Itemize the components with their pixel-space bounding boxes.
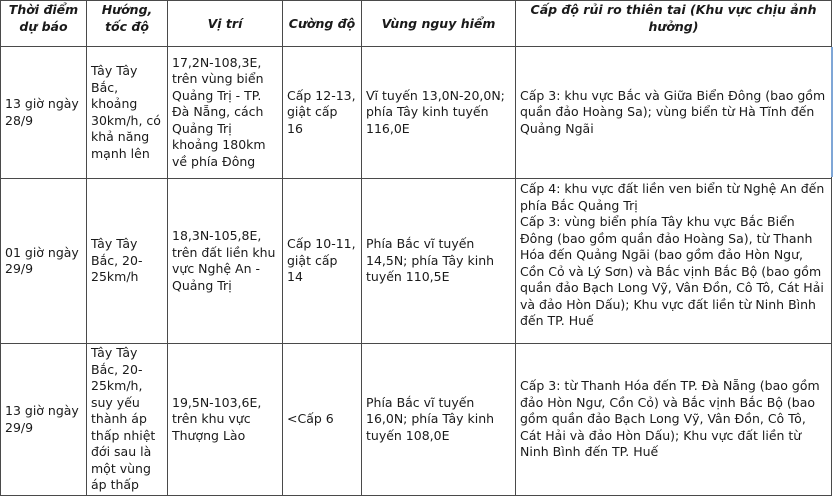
cell-time: 13 giờ ngày 28/9: [1, 47, 87, 179]
cell-risk: Cấp 3: khu vực Bắc và Giữa Biển Đông (bao gồm quần đảo Hoàng Sa); vùng biển từ Hà Tĩnh đến Quảng Ngãi: [516, 47, 832, 179]
cell-direction: Tây Tây Bắc, 20-25km/h: [87, 179, 168, 344]
cell-direction: Tây Tây Bắc, khoảng 30km/h, có khả năng mạnh lên: [87, 47, 168, 179]
cell-danger-zone: Vĩ tuyến 13,0N-20,0N; phía Tây kinh tuyến 116,0E: [362, 47, 516, 179]
header-danger-zone: Vùng nguy hiểm: [362, 1, 516, 47]
header-position: Vị trí: [168, 1, 283, 47]
header-intensity: Cường độ: [283, 1, 362, 47]
cell-danger-zone: Phía Bắc vĩ tuyến 14,5N; phía Tây kinh tuyến 110,5E: [362, 179, 516, 344]
header-risk: Cấp độ rủi ro thiên tai (Khu vực chịu ảnh hưởng): [516, 1, 832, 47]
table-row: [1, 47, 832, 179]
table-row: [1, 344, 832, 496]
cell-intensity: Cấp 12-13, giật cấp 16: [283, 47, 362, 179]
table-header-row: [1, 1, 832, 47]
cell-time: 01 giờ ngày 29/9: [1, 179, 87, 344]
cell-direction: Tây Tây Bắc, 20-25km/h, suy yếu thành áp thấp nhiệt đới sau là một vùng áp thấp: [87, 344, 168, 496]
cell-position: 19,5N-103,6E, trên khu vực Thượng Lào: [168, 344, 283, 496]
cell-risk: Cấp 4: khu vực đất liền ven biển từ Nghệ An đến phía Bắc Quảng Trị Cấp 3: vùng biển phía Tây khu vực Bắc Biển Đông (bao gồm quần đảo Hoàng Sa), từ Thanh Hóa đến Quảng Ngãi (bao gồm đảo Hòn Ngư, Cồn Cỏ và Lý Sơn) và Bắc vịnh Bắc Bộ (bao gồm quần đảo Bạch Long Vỹ, Vân Đồn, Cô Tô, Cát Hải và đảo Hòn Dấu); Khu vực đất liền từ Ninh Bình đến TP. Huế: [516, 179, 832, 344]
cell-intensity: Cấp 10-11, giật cấp 14: [283, 179, 362, 344]
cell-time: 13 giờ ngày 29/9: [1, 344, 87, 496]
cell-position: 17,2N-108,3E, trên vùng biển Quảng Trị - TP. Đà Nẵng, cách Quảng Trị khoảng 180km về phía Đông: [168, 47, 283, 179]
cell-position: 18,3N-105,8E, trên đất liền khu vực Nghệ An - Quảng Trị: [168, 179, 283, 344]
header-direction: Hướng, tốc độ: [87, 1, 168, 47]
table-row: [1, 179, 832, 344]
cell-intensity: <Cấp 6: [283, 344, 362, 496]
cell-danger-zone: Phía Bắc vĩ tuyến 16,0N; phía Tây kinh tuyến 108,0E: [362, 344, 516, 496]
header-time: Thời điểm dự báo: [1, 1, 87, 47]
cell-risk: Cấp 3: từ Thanh Hóa đến TP. Đà Nẵng (bao gồm đảo Hòn Ngư, Cồn Cỏ) và Bắc vịnh Bắc Bộ (bao gồm quần đảo Bạch Long Vỹ, Vân Đồn, Cô Tô, Cát Hải và đảo Hòn Dấu); Khu vực đất liền từ Ninh Bình đến TP. Huế: [516, 344, 832, 496]
selection-edge-marker: [831, 47, 833, 177]
